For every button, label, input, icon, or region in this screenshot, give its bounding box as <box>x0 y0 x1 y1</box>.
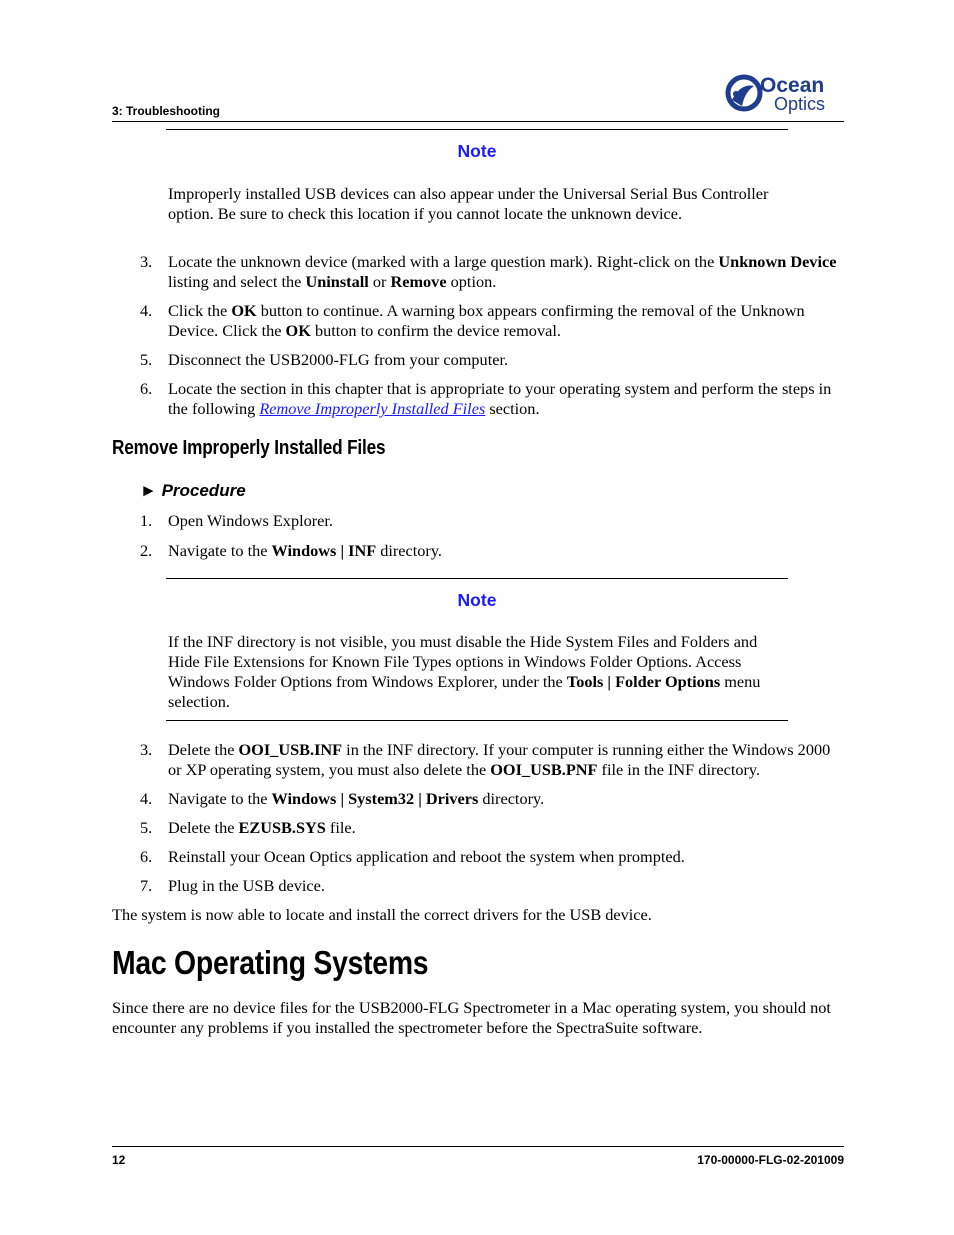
text-run: listing and select the <box>168 272 306 291</box>
step-c-text <box>168 847 844 867</box>
text-run: Reinstall your Ocean Optics application and reboot the system when prompted. <box>168 847 685 866</box>
step-c-text <box>168 876 844 896</box>
text-run: Locate the section in this chapter that is appropriate to your operating system and perform the steps in the following <box>168 379 832 418</box>
text-run: option. <box>446 272 497 291</box>
cross-reference-link[interactable]: Remove Improperly Installed Files <box>259 399 486 418</box>
text-run: file in the INF directory. <box>597 760 761 779</box>
text-run: directory. <box>478 789 545 808</box>
bold-term: OOI_USB.INF <box>238 740 343 759</box>
document-number: 170-00000-FLG-02-201009 <box>697 1153 844 1167</box>
step-a-num: 3. <box>140 252 153 271</box>
step-a-text <box>168 252 844 292</box>
step-c-text <box>168 740 844 780</box>
text-run: section. <box>485 399 540 418</box>
bold-term: Remove <box>390 272 447 291</box>
step-a-num: 6. <box>140 379 153 398</box>
note2-top-rule <box>166 578 788 579</box>
text-run: Click the <box>168 301 232 320</box>
step-b-text <box>168 541 844 561</box>
step-c-num: 3. <box>140 740 153 759</box>
paragraph-mac: Since there are no device files for the USB2000-FLG Spectrometer in a Mac operating system, you should not encounter any problems if you installed the spectrometer before the SpectraSuite software. <box>112 998 831 1037</box>
step-b-text <box>168 511 844 531</box>
step-c-num: 6. <box>140 847 153 866</box>
text-run: Navigate to the <box>168 541 272 560</box>
paragraph-system-ready: The system is now able to locate and install the correct drivers for the USB device. <box>112 905 652 924</box>
bold-term: Uninstall <box>305 272 369 291</box>
bold-term: Unknown Device <box>718 252 837 271</box>
text-run: button to confirm the device removal. <box>310 321 561 340</box>
bold-term: EZUSB.SYS <box>238 818 326 837</box>
step-c-num: 7. <box>140 876 153 895</box>
header-rule <box>112 121 844 122</box>
bold-term: Tools | Folder Options <box>566 672 721 691</box>
step-a-text <box>168 350 844 370</box>
bold-term: OK <box>285 321 311 340</box>
text-run: Locate the unknown device (marked with a large question mark). Right-click on the <box>168 252 719 271</box>
note2-bottom-rule <box>166 720 788 721</box>
note2-title: Note <box>457 590 497 610</box>
text-run: button to continue. A warning box appears confirming the removal of the Unknown Device. Click the <box>168 301 805 340</box>
text-run: file. <box>325 818 356 837</box>
section-heading-remove-files: Remove Improperly Installed Files <box>112 437 386 459</box>
logo-word-top: Ocean <box>760 74 825 97</box>
note2-body <box>168 632 788 712</box>
text-run: directory. <box>376 541 443 560</box>
step-c-text <box>168 789 844 809</box>
text-run: Delete the <box>168 740 239 759</box>
note1-body: Improperly installed USB devices can also appear under the Universal Serial Bus Controller option. Be sure to check this location if you cannot locate the unknown device. <box>168 184 769 223</box>
step-c-num: 5. <box>140 818 153 837</box>
procedure-text: Procedure <box>161 481 246 500</box>
text-run: Disconnect the USB2000-FLG from your computer. <box>168 350 509 369</box>
text-run: Open Windows Explorer. <box>168 511 333 530</box>
footer-rule <box>112 1146 844 1147</box>
ocean-optics-logo <box>724 70 846 116</box>
step-b-num: 1. <box>140 511 153 530</box>
text-run: menu selection. <box>168 672 761 711</box>
note1-title: Note <box>457 141 497 161</box>
note1-top-rule <box>166 129 788 130</box>
page-number: 12 <box>112 1153 126 1167</box>
bold-term: Windows | INF <box>271 541 377 560</box>
step-c-text <box>168 818 844 838</box>
text-run: Navigate to the <box>168 789 272 808</box>
bold-term: Windows | System32 | Drivers <box>271 789 479 808</box>
text-run: in the INF directory. If your computer is running either the Windows 2000 or XP operating system, you must also delete the <box>168 740 831 779</box>
step-a-num: 5. <box>140 350 153 369</box>
step-a-text <box>168 301 844 341</box>
text-run: Plug in the USB device. <box>168 876 325 895</box>
text-run: If the INF directory is not visible, you must disable the Hide System Files and Folders and Hide File Extensions for Known File Types options in Windows Folder Options. Access Windows Folder Options from Windows Explorer, under the <box>168 632 758 691</box>
bold-term: OK <box>231 301 257 320</box>
step-b-num: 2. <box>140 541 153 560</box>
text-run: Delete the <box>168 818 239 837</box>
wave-icon <box>728 77 760 109</box>
text-run: or <box>368 272 391 291</box>
section-heading-mac: Mac Operating Systems <box>112 944 429 981</box>
procedure-arrow-icon: ► <box>140 481 157 500</box>
logo-word-bottom: Optics <box>774 94 826 114</box>
step-c-num: 4. <box>140 789 153 808</box>
bold-term: OOI_USB.PNF <box>490 760 598 779</box>
procedure-label <box>140 481 246 501</box>
running-header: 3: Troubleshooting <box>112 104 220 118</box>
step-a-num: 4. <box>140 301 153 320</box>
step-a-text <box>168 379 844 419</box>
